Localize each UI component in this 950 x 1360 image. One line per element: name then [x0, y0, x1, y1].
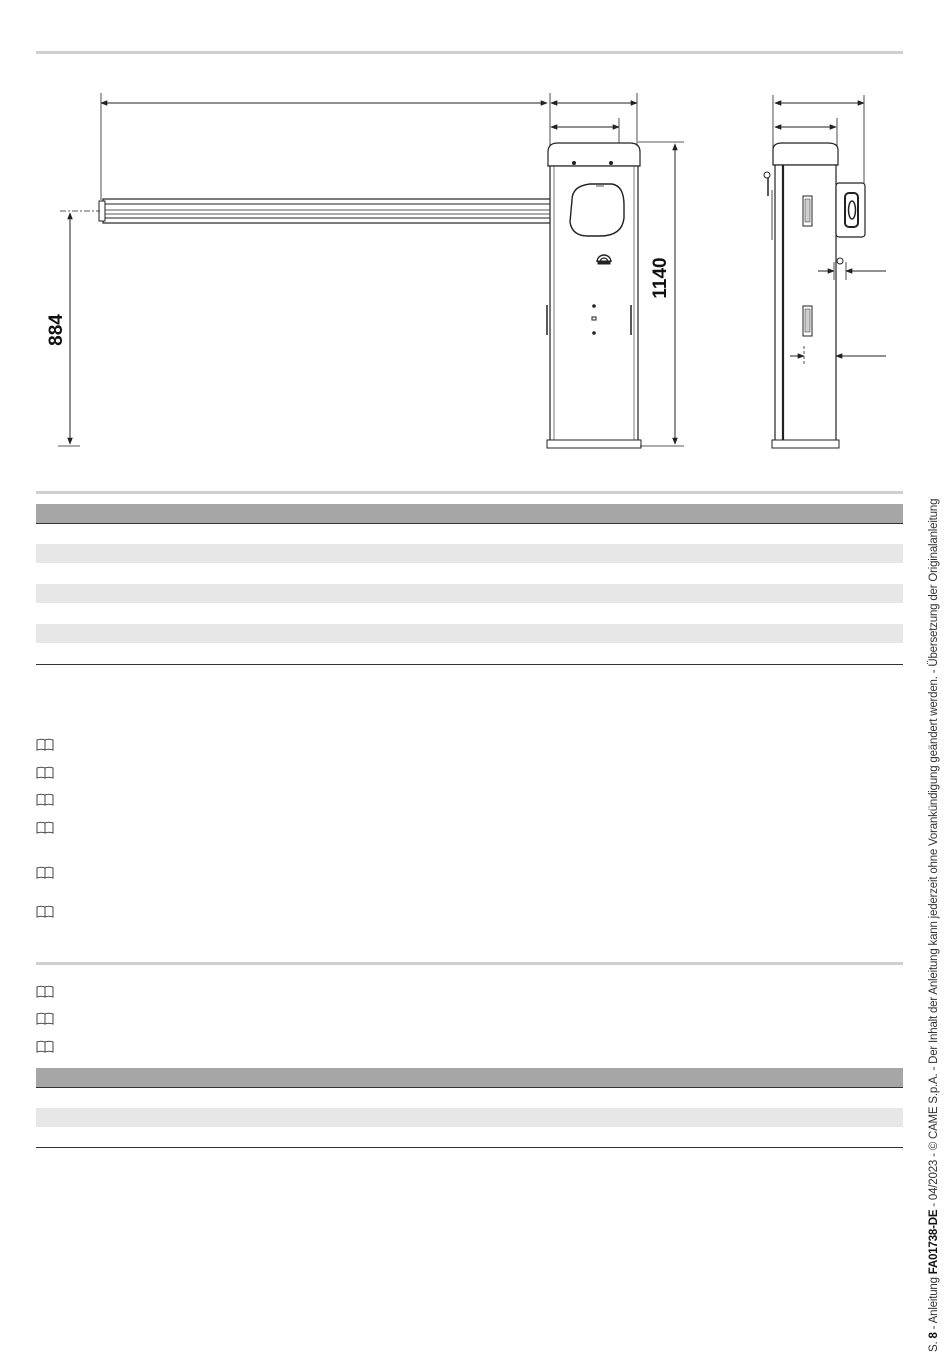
table2-header-row [36, 1068, 903, 1087]
table1-header-underline [36, 523, 903, 524]
page-footer: S. 8 - Anleitung FA01738-DE - 04/2023 - © CAME S.p.A. - Der Inhalt der Anleitung kann jederzeit ohne Vorankündigung geändert werden. - Übersetzung der Originalanleitung [928, 498, 940, 1352]
page-number: 8 [928, 1332, 940, 1339]
book-icon [36, 738, 54, 752]
front-view [58, 93, 684, 448]
table1-top-rule [36, 491, 903, 494]
table2-header-underline [36, 1087, 903, 1088]
doc-code: FA01738-DE [928, 1209, 940, 1275]
table2-row-2 [36, 1108, 903, 1127]
book-icon [36, 905, 54, 919]
side-view [764, 95, 886, 448]
table1-bottom-rule [36, 664, 903, 665]
book-icon [36, 821, 54, 835]
book-icon [36, 1040, 54, 1054]
book-icon [36, 793, 54, 807]
top-rule [36, 51, 903, 54]
barrier-dimension-drawing [0, 60, 900, 460]
dim-boom-height: 884 [46, 314, 67, 346]
book-icon [36, 766, 54, 780]
section-rule [36, 962, 903, 965]
table1-header-row [36, 504, 903, 523]
book-icon [36, 866, 54, 880]
dim-height-total: 1140 [650, 257, 671, 299]
book-icon [36, 985, 54, 999]
table1-row-6 [36, 624, 903, 643]
table1-row-2 [36, 544, 903, 563]
table1-row-4 [36, 584, 903, 603]
table2-bottom-rule [36, 1147, 903, 1148]
book-icon [36, 1012, 54, 1026]
